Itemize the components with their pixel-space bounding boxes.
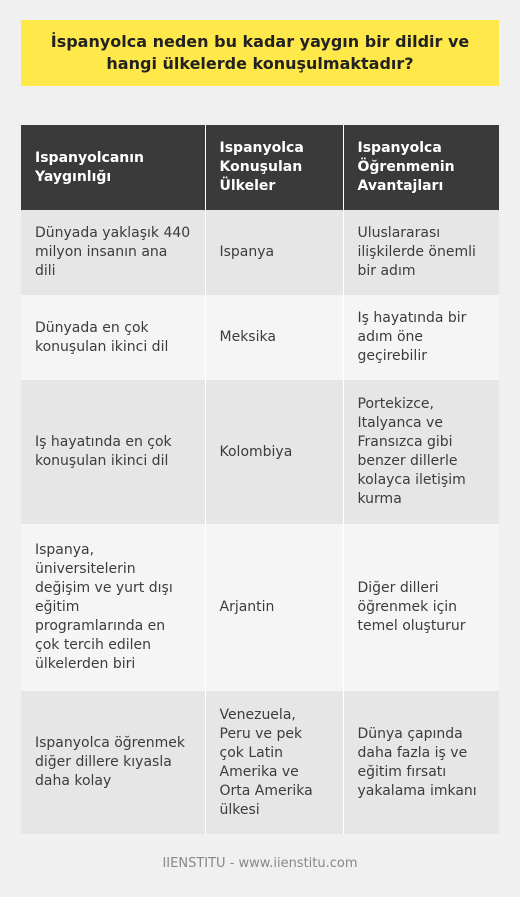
comparison-table — [21, 125, 499, 834]
table-row — [21, 295, 499, 380]
table-cell: Ispanya — [205, 210, 343, 295]
title-banner — [21, 20, 499, 86]
column-header-advantages: Ispanyolca Öğrenmenin Avantajları — [343, 125, 499, 210]
page-title: İspanyolca neden bu kadar yaygın bir dildir ve hangi ülkelerde konuşulmaktadır? — [50, 32, 470, 73]
table-cell: Dünya çapında daha fazla iş ve eğitim fırsatı yakalama imkanı — [343, 691, 499, 834]
table-cell: Ispanyolca öğrenmek diğer dillere kıyasla daha kolay — [21, 691, 205, 834]
table-cell: Iş hayatında bir adım öne geçirebilir — [343, 295, 499, 380]
table-row — [21, 210, 499, 295]
footer-credit: IIENSTITU - www.iienstitu.com — [162, 856, 358, 871]
table-cell: Portekizce, Italyanca ve Fransızca gibi benzer dillerle kolayca iletişim kurma — [343, 380, 499, 524]
table-cell: Diğer dilleri öğrenmek için temel oluşturur — [343, 524, 499, 691]
table-row — [21, 524, 499, 691]
table-cell: Dünyada en çok konuşulan ikinci dil — [21, 295, 205, 380]
column-header-prevalence: Ispanyolcanın Yaygınlığı — [21, 125, 205, 210]
table-cell: Meksika — [205, 295, 343, 380]
table-cell: Venezuela, Peru ve pek çok Latin Amerika ve Orta Amerika ülkesi — [205, 691, 343, 834]
table-header-row — [21, 125, 499, 210]
table-row — [21, 380, 499, 524]
table-cell: Uluslararası ilişkilerde önemli bir adım — [343, 210, 499, 295]
column-header-countries: Ispanyolca Konuşulan Ülkeler — [205, 125, 343, 210]
table-cell: Kolombiya — [205, 380, 343, 524]
table-cell: Dünyada yaklaşık 440 milyon insanın ana dili — [21, 210, 205, 295]
table-cell: Arjantin — [205, 524, 343, 691]
table-row — [21, 691, 499, 834]
table-cell: Ispanya, üniversitelerin değişim ve yurt dışı eğitim programlarında en çok tercih edilen ülkelerden biri — [21, 524, 205, 691]
table-cell: Iş hayatında en çok konuşulan ikinci dil — [21, 380, 205, 524]
